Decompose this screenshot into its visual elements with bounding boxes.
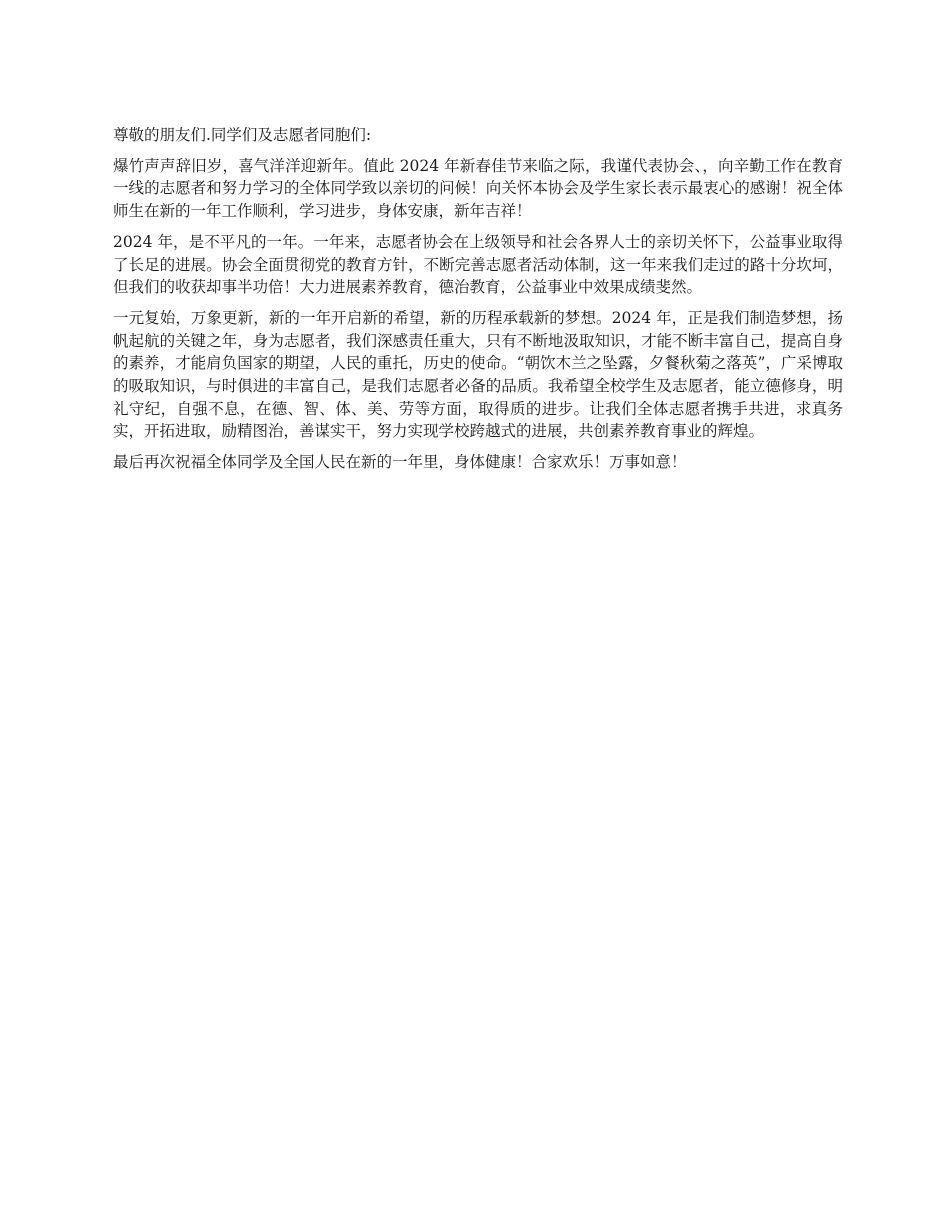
paragraph-hopes-and-goals: 一元复始，万象更新，新的一年开启新的希望，新的历程承载新的梦想。2024 年，正是我们制造梦想，扬帆起航的关键之年，身为志愿者，我们深感责任重大，只有不断地汲取知识，才能不断丰富自己，提高自身的素养，才能肩负国家的期望，人民的重托，历史的使命。“朝饮木兰之坠露，夕餐秋菊之落英”，广采博取的吸取知识，与时俱进的丰富自己，是我们志愿者必备的品质。我希望全校学生及志愿者，能立德修身，明礼守纪，自强不息，在德、智、体、美、劳等方面，取得质的进步。让我们全体志愿者携手共进，求真务实，开拓进取，励精图治，善谋实干，努力实现学校跨越式的进展，共创素养教育事业的辉煌。 [113, 308, 843, 441]
greeting-line: 尊敬的朋友们.同学们及志愿者同胞们: [113, 126, 372, 144]
paragraph-new-year-greetings: 爆竹声声辞旧岁，喜气洋洋迎新年。值此 2024 年新春佳节来临之际，我谨代表协会、，向辛勤工作在教育一线的志愿者和努力学习的全体同学致以亲切的问候！向关怀本协会及学生家长表示最衷心的感谢！祝全体师生在新的一年工作顺利，学习进步，身体安康，新年吉祥！ [113, 156, 843, 221]
paragraph-year-review: 2024 年，是不平凡的一年。一年来，志愿者协会在上级领导和社会各界人士的亲切关怀下，公益事业取得了长足的进展。协会全面贯彻党的教育方针，不断完善志愿者活动体制，这一年来我们走过的路十分坎坷，但我们的收获却事半功倍！大力进展素养教育，德治教育，公益事业中效果成绩斐然。 [113, 232, 843, 297]
paragraph-closing-wishes: 最后再次祝福全体同学及全国人民在新的一年里，身体健康！合家欢乐！万事如意！ [113, 453, 687, 472]
document-body [113, 124, 843, 482]
